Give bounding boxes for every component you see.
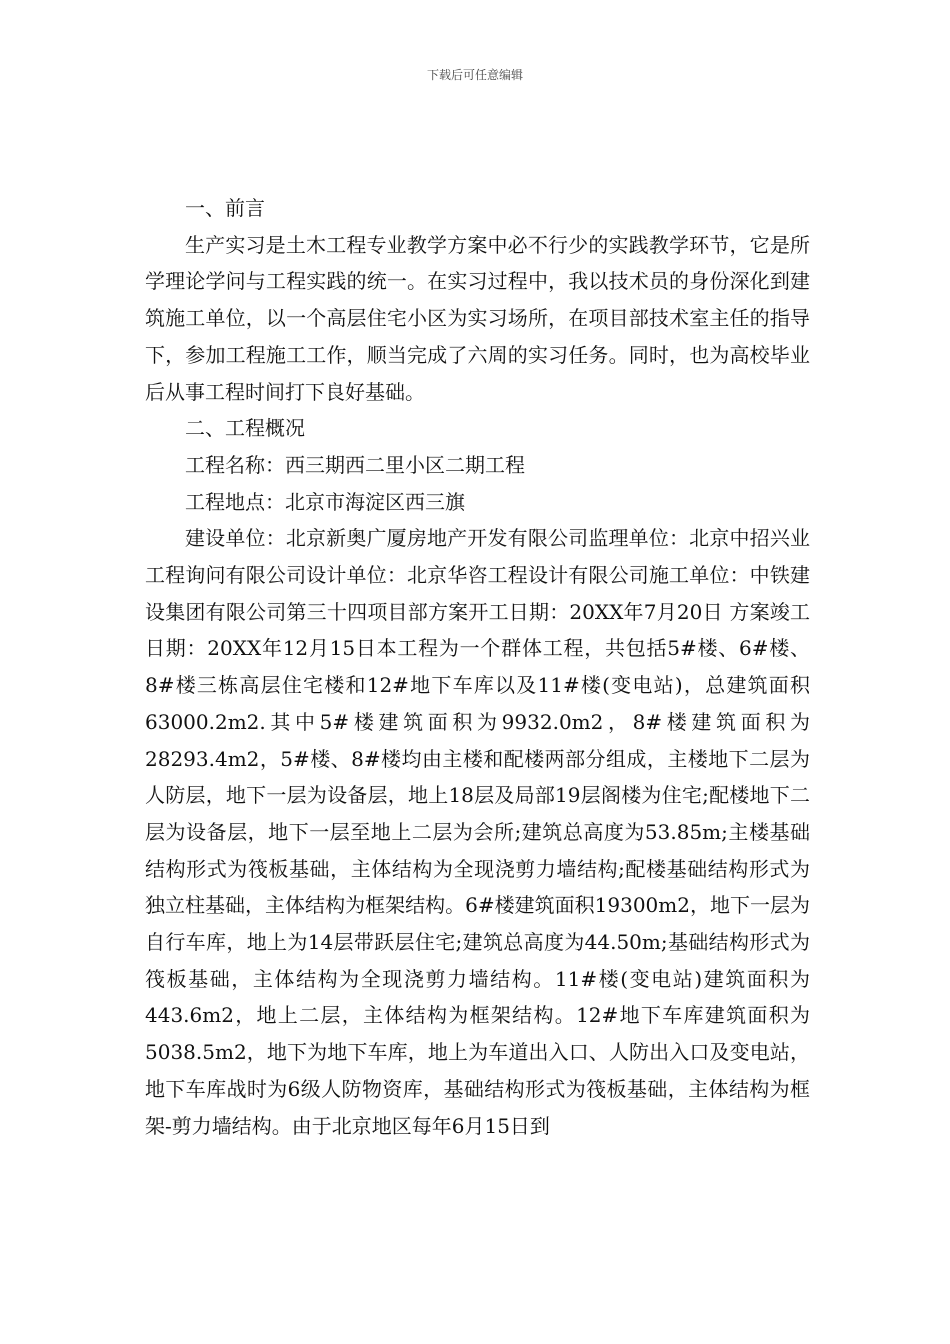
section-heading-preface: 一、前言 [185,196,265,220]
section-heading-overview: 二、工程概况 [185,416,305,441]
paragraph-project-details: 建设单位：北京新奥广厦房地产开发有限公司监理单位：北京中招兴业工程询问有限公司设计单位：北京华咨工程设计有限公司施工单位：中铁建设集团有限公司第三十四项目部方案开工日期：20XX年7月20日 方案竣工日期：20XX年12月15日本工程为一个群体工程，共包括5#楼、6#楼、8#楼三栋高层住宅楼和12#地下车库以及11#楼(变电站)，总建筑面积63000.2m2.其中5#楼建筑面积为9932.0m2，8#楼建筑面积为28293.4m2，5#楼、8#楼均由主楼和配楼两部分组成，主楼地下二层为人防层，地下一层为设备层，地上18层及局部19层阁楼为住宅;配楼地下二层为设备层，地下一层至地上二层为会所;建筑总高度为53.85m;主楼基础结构形式为筏板基础，主体结构为全现浇剪力墙结构;配楼基础结构形式为独立柱基础，主体结构为框架结构。6#楼建筑面积19300m2，地下一层为自行车库，地上为14层带跃层住宅;建筑总高度为44.50m;基础结构形式为筏板基础，主体结构为全现浇剪力墙结构。11#楼(变电站)建筑面积为443.6m2，地上二层，主体结构为框架结构。12#地下车库建筑面积为5038.5m2，地下为地下车库，地上为车道出入口、人防出入口及变电站，地下车库战时为6级人防物资库，基础结构形式为筏板基础，主体结构为框架-剪力墙结构。由于北京地区每年6月15日到 [145,526,810,1138]
paragraph-project-location: 工程地点：北京市海淀区西三旗 [185,489,465,514]
document-body [145,190,810,1144]
page-header: 下载后可任意编辑 [426,68,523,82]
paragraph-preface: 生产实习是土木工程专业教学方案中必不行少的实践教学环节，它是所学理论学问与工程实践的统一。在实习过程中，我以技术员的身份深化到建筑施工单位，以一个高层住宅小区为实习场所，在项目部技术室主任的指导下，参加工程施工工作，顺当完成了六周的实习任务。同时，也为高校毕业后从事工程时间打下良好基础。 [145,232,810,404]
paragraph-project-name: 工程名称：西三期西二里小区二期工程 [185,452,525,477]
